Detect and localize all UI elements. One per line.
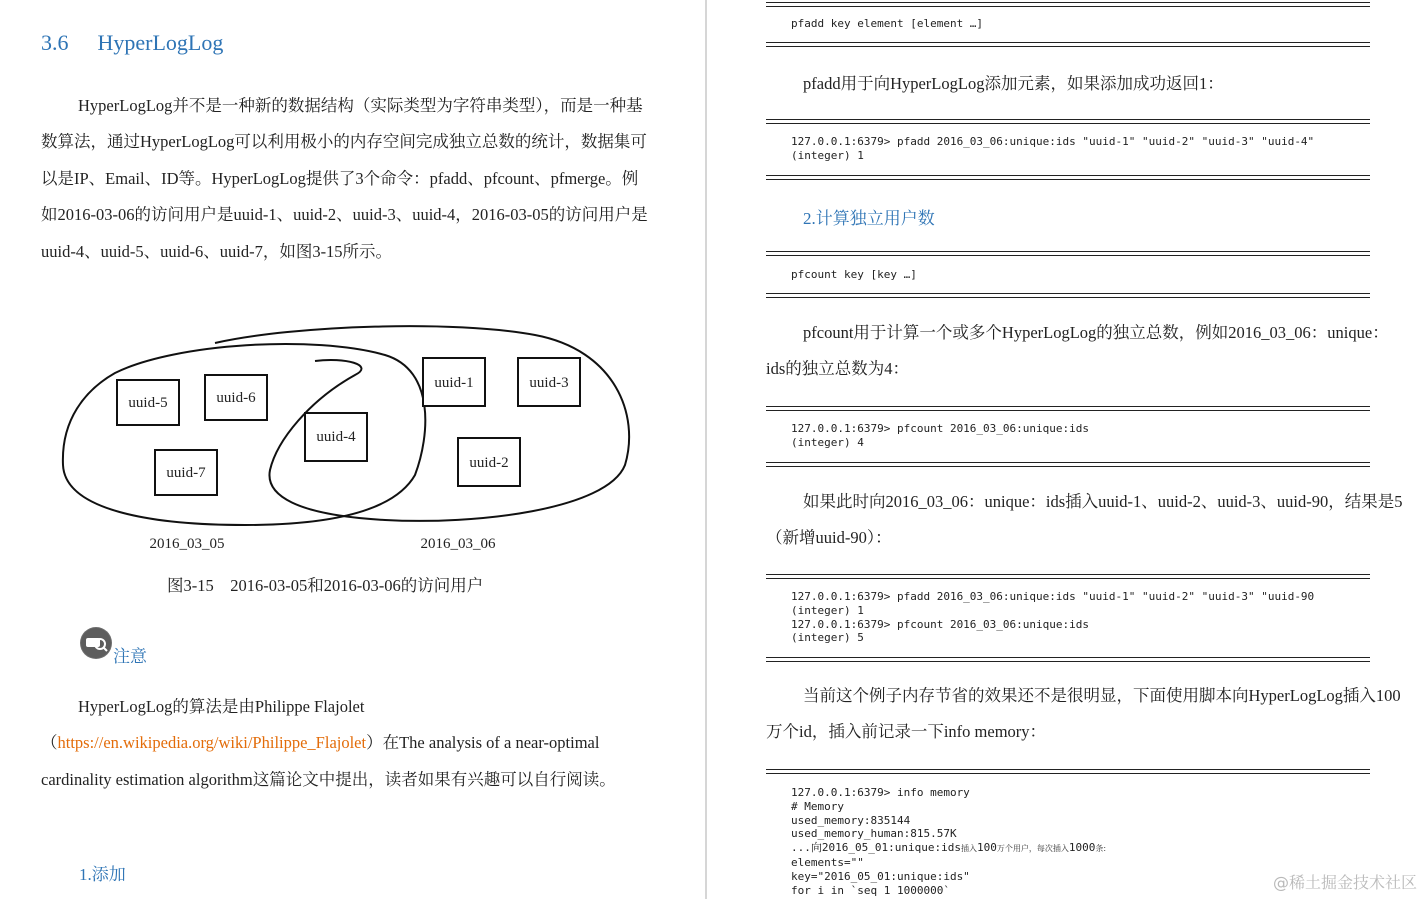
code-pfadd-example <box>766 119 1370 181</box>
set-label-2016-03-06: 2016_03_06 <box>420 536 496 552</box>
note-label: 注意 <box>113 647 147 666</box>
code-line-5a: ...向2016_05_01:unique:ids <box>791 841 961 855</box>
note-paragraph <box>41 689 651 798</box>
code-line-8: for i in `seq 1 1000000` <box>791 883 950 897</box>
code-pfcount-syntax-text: pfcount key [key …] <box>791 268 917 281</box>
code-pfadd-syntax-text: pfadd key element [element …] <box>791 17 984 30</box>
intro-paragraph-block <box>41 88 651 270</box>
label-uuid-4: uuid-4 <box>316 429 356 445</box>
code-line-5 <box>791 841 1106 856</box>
section-heading <box>41 30 223 56</box>
note-paragraph-block <box>41 689 651 798</box>
code-line-1: 127.0.0.1:6379> info memory <box>791 786 970 799</box>
code-line-4: used_memory_human:815.57K <box>791 827 957 841</box>
code-line-7: key="2016_05_01:unique:ids" <box>791 869 970 883</box>
subheading-add: 1.添加 <box>79 865 126 884</box>
section-title: HyperLogLog <box>97 30 224 55</box>
code-line-2: # Memory <box>791 799 844 813</box>
label-uuid-2: uuid-2 <box>469 455 509 471</box>
pfcount-desc: pfcount用于计算一个或多个HyperLogLog的独立总数，例如2016_03_06：unique：ids的独立总数为4： <box>766 323 1389 379</box>
wikipedia-link[interactable]: https://en.wikipedia.org/wiki/Philippe_Flajolet <box>57 733 367 753</box>
memory-desc: 当前这个例子内存节省的效果还不是很明显，下面使用脚本向HyperLogLog插入100万个id，插入前记录一下info memory： <box>766 686 1401 742</box>
label-uuid-3: uuid-3 <box>529 375 569 391</box>
code-insert-example-text: 127.0.0.1:6379> pfadd 2016_03_06:unique:ids "uuid-1" "uuid-2" "uuid-3" "uuid-90 (integer) 1 127.0.0.1:6379> pfcount 2016_03_06:unique:ids (integer) 5 <box>791 590 1315 645</box>
note-magnifier-icon <box>80 627 112 659</box>
watermark: @稀土掘金技术社区 <box>1272 873 1417 892</box>
intro-paragraph: HyperLogLog并不是一种新的数据结构（实际类型为字符串类型），而是一种基数算法，通过HyperLogLog可以利用极小的内存空间完成独立总数的统计，数据集可以是IP、Email、ID等。HyperLogLog提供了3个命令：pfadd、pfcount、pfmerge。例如2016-03-06的访问用户是uuid-1、uuid-2、uuid-3、uuid-4，2016-03-05的访问用户是uuid-4、uuid-5、uuid-6、uuid-7，如图3-15所示。 <box>41 96 648 261</box>
code-line-5e: 1000 <box>1068 841 1096 855</box>
label-uuid-6: uuid-6 <box>216 390 256 406</box>
subheading-count: 2.计算独立用户数 <box>803 209 935 228</box>
code-line-3: used_memory:835144 <box>791 813 911 827</box>
code-pfcount-syntax <box>766 251 1370 299</box>
section-number: 3.6 <box>41 30 69 55</box>
insert-desc-block <box>766 484 1406 557</box>
right-page <box>707 0 1423 899</box>
set-label-2016-03-05: 2016_03_05 <box>149 536 225 552</box>
set-2016-03-06-outline <box>215 326 629 521</box>
pfadd-desc: pfadd用于向HyperLogLog添加元素，如果添加成功返回1： <box>803 74 1224 93</box>
label-uuid-5: uuid-5 <box>128 395 168 411</box>
left-page <box>0 0 705 899</box>
insert-desc: 如果此时向2016_03_06：unique：ids插入uuid-1、uuid-2、uuid-3、uuid-90，结果是5（新增uuid-90）： <box>766 492 1403 548</box>
memory-desc-block <box>766 678 1406 751</box>
label-uuid-1: uuid-1 <box>434 375 474 391</box>
code-line-5f: 条: <box>1095 844 1107 854</box>
code-line-5d: 万个用户，每次插入 <box>996 844 1069 854</box>
code-line-5b: 插入 <box>960 844 977 854</box>
note-text-before: HyperLogLog的算法是由Philippe Flajolet（ <box>41 697 365 753</box>
code-memory-lines <box>791 786 1106 897</box>
code-pfadd-example-text: 127.0.0.1:6379> pfadd 2016_03_06:unique:ids "uuid-1" "uuid-2" "uuid-3" "uuid-4" (integer) 1 <box>791 135 1315 162</box>
code-line-5c: 100 <box>976 841 997 855</box>
venn-figure <box>55 325 640 560</box>
pfadd-desc-block <box>766 66 1406 102</box>
pfcount-desc-block <box>766 315 1406 388</box>
code-pfcount-example-text: 127.0.0.1:6379> pfcount 2016_03_06:unique:ids (integer) 4 <box>791 422 1090 449</box>
code-pfcount-example <box>766 406 1370 468</box>
code-insert-example <box>766 574 1370 664</box>
note-text-after: ）在The analysis of a near-optimal cardinality estimation algorithm这篇论文中提出，读者如果有兴趣可以自行阅读。 <box>41 733 616 789</box>
label-uuid-7: uuid-7 <box>166 465 206 481</box>
figure-caption: 图3-15 2016-03-05和2016-03-06的访问用户 <box>167 576 484 595</box>
code-line-6: elements="" <box>791 855 864 869</box>
set-2016-03-05-outline <box>63 344 425 525</box>
code-pfadd-syntax <box>766 0 1370 47</box>
